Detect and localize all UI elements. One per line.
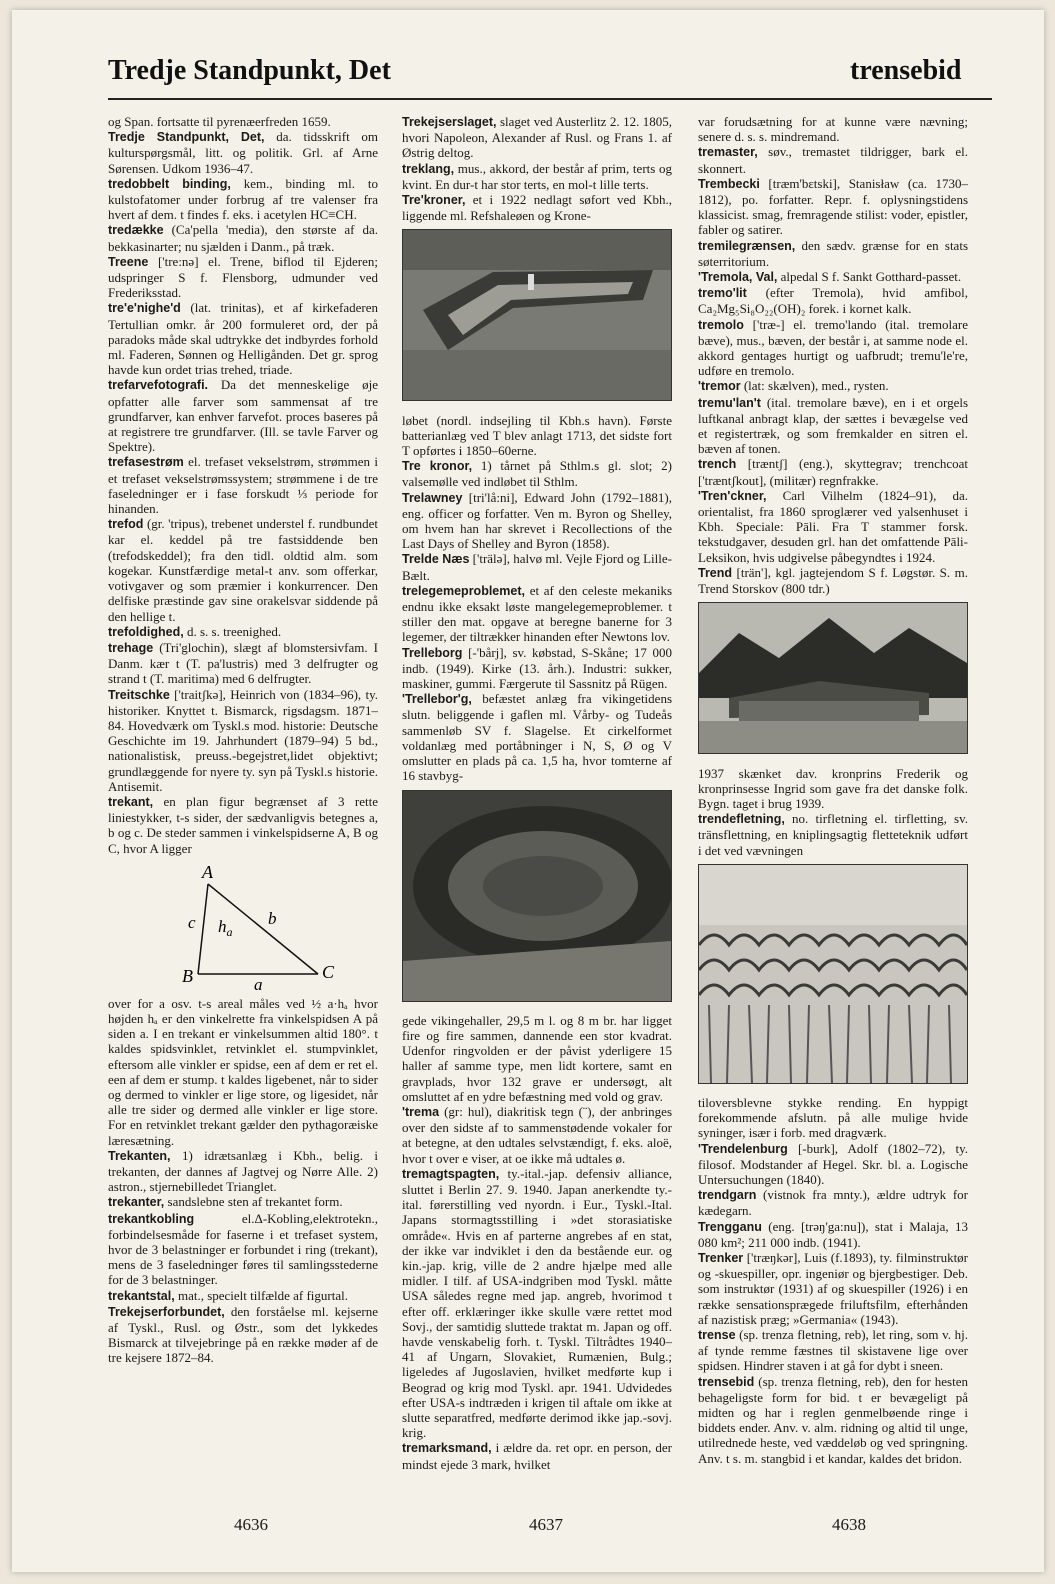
entry-headword: trensebid bbox=[698, 1374, 755, 1389]
entry-text: (sp. trenza fletning, reb), let ring, som v. hj. af tynde remme fæstnes til skistavene lige over spidsen. Hindrer staven i at gå for dybt i sneen. bbox=[698, 1326, 968, 1374]
photo-trelleborg bbox=[402, 790, 672, 1002]
entry-headword: trekantstal, bbox=[108, 1288, 175, 1303]
dictionary-entry bbox=[108, 794, 378, 856]
entry-text: ['traitʃkə], Heinrich von (1834–96), ty. historiker. Knyttet t. Bismarck, rigsdagsm. 1871–84. Hovedværk om Tyskl.s mod. historie: Deutsche Geschichte im 19. Jahrhundert (1879–94) 5 bd., nationalistisk, preuss.-begejstret,lidet objektivt; grundlæggende for nyere ty. syn på Tyskl.s historie. Antisemit. bbox=[108, 686, 378, 794]
entry-text: mus., akkord, der består af prim, terts og kvint. En dur-t har stor terts, en mol-t lille terts. bbox=[402, 160, 672, 192]
dictionary-entry bbox=[698, 1374, 968, 1466]
dictionary-entry bbox=[698, 285, 968, 316]
entry-text: ['tre:nə] el. Trene, biflod til Ejderen; udspringer S f. Flensborg, udmunder ved Frederiksstad. bbox=[108, 253, 378, 301]
entry-text: tiloversblevne stykke rending. En hyppigt forekommende afslutn. på alle mulige hvide syninger, især i forb. med dragværk. bbox=[698, 1094, 968, 1141]
vertex-C: C bbox=[322, 961, 335, 982]
entry-text: befæstet anlæg fra vikingetidens slutn. beliggende i gaflen ml. Vårby- og Tudeås sammenløb SV f. Slagelse. Et cirkelformet voldanlæg med portåbninger i N, S, Ø og V omslutter en plads på ca. 1,5 ha, hvor tomterne af 16 stavbyg- bbox=[402, 691, 672, 784]
entry-text: [tri'lå:ni], Edward John (1792–1881), eng. officer og forfatter. Ven m. Byron og Shelley, om hvem han har skrevet i Recollections of the Last Days of Shelley and Byron (1858). bbox=[402, 489, 672, 552]
dictionary-entry bbox=[698, 114, 968, 144]
entries-col2-a bbox=[402, 114, 672, 223]
entry-text: (gr. 'tripus), trebenet understel f. rundbundet kar el. keddel på tre fastsiddende ben (trefodskeddel); fra den tidl. oldtid alm. som kogekar. Kunstfærdige metal-t anv. som offerkar, votivgaver og som præmier i konkurrencer. Den delfiske præstinde gav sine orakelsvar siddende på den hellige t. bbox=[108, 516, 378, 624]
dictionary-entry bbox=[698, 395, 968, 457]
dictionary-entry bbox=[108, 454, 378, 516]
entry-headword: trekant, bbox=[108, 794, 154, 809]
entry-text: [-burk], Adolf (1802–72), ty. filosof. Modstander af Hegel. Skr. bl. a. Logische Untersuchungen (1840). bbox=[698, 1140, 968, 1187]
entry-headword: 'Trellebor'g, bbox=[402, 692, 472, 707]
photo-lace-weaving bbox=[698, 864, 968, 1084]
dictionary-entry bbox=[698, 317, 968, 379]
entry-text: 1937 skænket dav. kronprins Frederik og kronprinsesse Ingrid som gave fra det danske folk. Bygn. taget i brug 1939. bbox=[698, 765, 968, 811]
entry-headword: Trelde Næs bbox=[402, 552, 470, 567]
entry-text: over for a osv. t-s areal måles ved ½ a·hₐ hvor højden hₐ er den vinkelrette fra vinkelspidsen A på siden a. I en trekant er vinkelsummen altid 180°. t kaldes spidsvinklet, retvinklet el. stumpvinklet, eftersom alle vinkler er spidse, een af dem er ret el. een af dem er stump. t kaldes ligebenet, når to sider og dermed to vinkler er lige store, og ligesidet, når alle tre sider og dermed alle vinkler er lige store. For en retvinklet trekant gælder den pythagoræiske læresætning. bbox=[108, 995, 378, 1148]
entry-headword: trendgarn bbox=[698, 1188, 757, 1203]
entry-headword: trefoldighed, bbox=[108, 624, 184, 639]
entry-headword: tredække bbox=[108, 223, 164, 238]
entries-col3-a bbox=[698, 114, 968, 596]
entry-headword: Trekejserforbundet, bbox=[108, 1304, 225, 1319]
entry-headword: trefasestrøm bbox=[108, 455, 184, 470]
running-head-right: trensebid bbox=[850, 55, 962, 86]
entry-text: (Ca'pella 'media), den største af da. bekkasinarter; nu sjælden i Danm., på træk. bbox=[108, 222, 378, 254]
entry-text: en plan figur begrænset af 3 rette liniestykker, t-s sider, der sædvanligvis betegnes a, b og c. De steder sammen i vinkelspidserne A, B og C, hvor A ligger bbox=[108, 793, 378, 856]
dictionary-entry bbox=[402, 1166, 672, 1441]
entry-headword: tremarksmand, bbox=[402, 1441, 492, 1456]
entry-headword: 'tremor bbox=[698, 379, 741, 394]
entry-headword: trekanter, bbox=[108, 1195, 165, 1210]
entry-headword: tremu'lan't bbox=[698, 395, 761, 410]
dictionary-entry bbox=[108, 687, 378, 794]
dictionary-entry bbox=[402, 192, 672, 223]
column-3 bbox=[698, 114, 968, 1489]
dictionary-entry bbox=[698, 456, 968, 487]
dictionary-entry bbox=[108, 300, 378, 377]
entry-text: (vistnok fra mnty.), ældre udtryk for kædegarn. bbox=[698, 1187, 968, 1219]
entry-headword: treklang, bbox=[402, 161, 455, 176]
entry-text: el.Δ-Kobling,elektrotekn., forbindelsesmåde for faserne i et trefaset system, hvor de 3 belastninger er forbundet i ring (trekant), mens de 3 faseledninger føres til samlingsstederne for de 3 belastninger. bbox=[108, 1210, 378, 1288]
entry-headword: Treitschke bbox=[108, 687, 170, 702]
entry-headword: Tredje Standpunkt, Det, bbox=[108, 130, 265, 145]
entry-text: da. tidsskrift om kulturspørgsmål, litt. og politik. Grl. af Arne Sørensen. Udkom 1936–47. bbox=[108, 129, 378, 176]
dictionary-entry bbox=[402, 114, 672, 161]
dictionary-entry bbox=[698, 176, 968, 238]
entry-text: (eng. [trəŋ'ga:nu]), stat i Malaja, 13 080 km²; 211 000 indb. (1941). bbox=[698, 1218, 968, 1250]
dictionary-entry bbox=[108, 176, 378, 223]
dictionary-entry bbox=[698, 811, 968, 858]
entry-text: kem., binding ml. to kulstofatomer under forbrug af tre valenser fra hvert af dem. t findes f. eks. i acetylen HC≡CH. bbox=[108, 175, 378, 223]
entry-text: søv., tremastet tildrigger, bark el. skonnert. bbox=[698, 144, 968, 176]
dictionary-entry bbox=[108, 1194, 378, 1210]
entry-headword: Trekanten, bbox=[108, 1148, 171, 1163]
dictionary-entry bbox=[698, 144, 968, 175]
dictionary-entry bbox=[108, 1304, 378, 1366]
entry-text: ['træ-] el. tremo'lando (ital. tremolare bæve), mus., bæven, der består i, at samme node el. akkord gentages hurtigt og uafbrudt; tremu'le're, udføre en tremolo. bbox=[698, 316, 968, 379]
entries-col1-b bbox=[108, 996, 378, 1366]
dictionary-entry bbox=[108, 222, 378, 253]
entry-text: var forudsætning for at kunne være nævning; senere d. s. s. mindremand. bbox=[698, 114, 968, 145]
dictionary-entry bbox=[402, 490, 672, 552]
entry-headword: 'Tren'ckner, bbox=[698, 488, 767, 503]
triangle-figure bbox=[168, 862, 348, 992]
entries-col1-a bbox=[108, 114, 378, 856]
dictionary-entry bbox=[698, 1250, 968, 1327]
label-c: c bbox=[188, 912, 196, 932]
entry-headword: Trembecki bbox=[698, 176, 760, 191]
entry-headword: Tre'kroner, bbox=[402, 193, 466, 208]
dictionary-entry bbox=[698, 766, 968, 812]
entry-headword: trefarvefotografi. bbox=[108, 378, 209, 393]
entry-text: no. tirfletning el. tirfletting, sv. tränsflettning, en kniplingsagtig fletteteknik udført i det ved vævningen bbox=[698, 811, 968, 858]
page-number-middle: 4637 bbox=[529, 1515, 563, 1534]
entry-headword: Trekejserslaget, bbox=[402, 115, 497, 129]
entry-headword: 'Trendelenburg bbox=[698, 1141, 788, 1156]
entry-text: (gr: hul), diakritisk tegn (¨), der anbringes over den sidste af to sammenstødende vokaler for at betegne, at den udtales selvstændigt, f. eks. aloë, hvor t over e viser, at oe ikke må udtales ø. bbox=[402, 1103, 672, 1166]
dictionary-entry bbox=[108, 640, 378, 687]
dictionary-entry bbox=[402, 583, 672, 645]
dictionary-entry bbox=[402, 1104, 672, 1166]
dictionary-entry bbox=[698, 1219, 968, 1250]
header-rule bbox=[108, 98, 992, 100]
dictionary-entry bbox=[698, 1141, 968, 1188]
dictionary-entry bbox=[108, 996, 378, 1148]
entry-text: el. trefaset vekselstrøm, strømmen i et trefaset vekselstrømssystem; strømmene i de tre faseledninger er i fase forskudt ⅓ periode for hinanden. bbox=[108, 454, 378, 517]
dictionary-entry bbox=[698, 1187, 968, 1218]
entry-headword: Trenker bbox=[698, 1250, 744, 1265]
label-b: b bbox=[268, 908, 277, 928]
entry-text: i ældre da. ret opr. en person, der mindst ejede 3 mark, hvilket bbox=[402, 1440, 672, 1472]
running-head-left: Tredje Standpunkt, Det bbox=[108, 55, 391, 86]
entry-text: [trän'], kgl. jagtejendom S f. Løgstør. S. m. Trend Storskov (800 tdr.) bbox=[698, 564, 968, 597]
entry-headword: tredobbelt binding, bbox=[108, 176, 231, 191]
entry-text: sandslebne sten af trekantet form. bbox=[167, 1194, 343, 1210]
entry-text: 1) idrætsanlæg i Kbh., belig. i trekanten, der dannes af Jagtvej og Nørre Alle. 2) astron., stjernebilledet Trianglet. bbox=[108, 1147, 378, 1195]
dictionary-entry bbox=[698, 565, 968, 596]
dictionary-entry bbox=[108, 114, 378, 129]
entries-col2-b bbox=[402, 413, 672, 784]
entry-headword: trelegemeproblemet, bbox=[402, 583, 525, 598]
entry-headword: trench bbox=[698, 457, 737, 472]
column-1 bbox=[108, 114, 378, 1489]
entry-headword: trekantkobling bbox=[108, 1211, 195, 1226]
entry-headword: Trengganu bbox=[698, 1219, 762, 1234]
entry-text: mat., specielt tilfælde af figurtal. bbox=[177, 1287, 348, 1303]
entry-headword: Trelleborg bbox=[402, 645, 463, 660]
dictionary-entry bbox=[698, 378, 968, 394]
entry-text: (efter Tremola), hvid amfibol, Ca₂Mg₅Si₈O₂₂(OH)₂ forek. i kornet kalk. bbox=[698, 285, 968, 317]
entry-headword: Trelawney bbox=[402, 490, 463, 505]
entry-headword: Treene bbox=[108, 254, 149, 269]
dictionary-entry bbox=[402, 1013, 672, 1104]
entry-headword: 'trema bbox=[402, 1104, 440, 1119]
entries-col2-c bbox=[402, 1013, 672, 1472]
dictionary-entry bbox=[108, 624, 378, 640]
entry-text: ty.-ital.-jap. defensiv alliance, sluttet i Berlin 27. 9. 1940. Japan anerkendte ty.-ital. førerstilling ved nyordn. i Eur., Tyskl.-Ital. Japans stormagtsstilling i »det storasiatiske område«. Hvis en af parterne angrebes af en stat, der ikke var indviklet i den da bestående eur. og kin.-jap. krig, ville de 2 andre hjælpe med alle midler. I tilf. af USA-indgriben mod Tyskl. måtte USA således regne med jap. angreb, hvorimod t efter off. erklæringer ikke skulle være rettet mod Sovj., der samtidig sluttede traktat m. Japan og off. havde venskabelig forh. t. Tyskl. Tiltrådtes 1940–41 af Ungarn, Slovakiet, Rumænien, Bulg.; ligeledes af Jugoslavien, hvilket medførte kup i Beograd og krig mod Tyskl. apr. 1941. Udvidedes efter USA-s indtræden i krigen til aftale om ikke at slutte separatfred, medførte derimod ikke jap.-sovj. krig. bbox=[402, 1165, 672, 1441]
label-h: $h_a$ bbox=[218, 916, 233, 939]
side-c bbox=[198, 884, 208, 974]
entry-text: 1) tårnet på Sthlm.s gl. slot; 2) valsemølle ved indløbet til Sthlm. bbox=[402, 458, 672, 490]
entry-text: (lat. trinitas), et af kirkefaderen Tertullian omkr. år 200 formuleret ord, der på paradoks måde skal udtrykke det indbyrdes forhold ml. Faderen, Sønnen og Helligånden. Det gr. sprog havde kun ordet trias trehed, triade. bbox=[108, 300, 378, 378]
entry-text: [træntʃ] (eng.), skyttegrav; trenchcoat ['træntʃkout], (militær) regnfrakke. bbox=[698, 456, 968, 488]
entries-col3-b bbox=[698, 766, 968, 858]
entry-headword: Trend bbox=[698, 565, 733, 580]
entry-text: ['træŋkər], Luis (f.1893), ty. filminstruktør og -skuespiller, opr. ingeniør og bjergbestiger. Deb. som instruktør (1931) af og skuespiller (1926) i en række sensationsprægede friluftsfilm, efterhånden af nazistisk præg; »Germania« (1943). bbox=[698, 1249, 968, 1327]
entry-text: løbet (nordl. indsejling til Kbh.s havn). Første batterianlæg ved T blev anlagt 1713, det sidste fort T opførtes i 1850–60erne. bbox=[402, 412, 672, 459]
entry-text: og Span. fortsatte til pyrenæerfreden 1659. bbox=[108, 114, 331, 129]
entry-headword: 'Tremola, Val, bbox=[698, 270, 778, 285]
entry-text: (Tri'glochin), slægt af blomstersivfam. I Danm. kær t (T. pa'lustris) med 3 delfrugter og strand t (T. maritima) med 6 delfrugter. bbox=[108, 639, 378, 687]
photo-trekroner-fort bbox=[402, 229, 672, 401]
dictionary-entry bbox=[698, 269, 968, 285]
entry-headword: tremo'lit bbox=[698, 286, 747, 301]
entry-headword: tre'e'nighe'd bbox=[108, 301, 181, 316]
entry-text: et af den celeste mekaniks endnu ikke eksakt løste mangelegemeproblemer. t stiller den mat. opgave at beregne banerne for 3 legemer, der tiltrækker hinanden efter Newtons lov. bbox=[402, 582, 672, 645]
dictionary-entry bbox=[108, 254, 378, 301]
page-number-left: 4636 bbox=[234, 1515, 268, 1534]
dictionary-entry bbox=[402, 161, 672, 192]
page bbox=[12, 10, 1044, 1572]
entry-text: (sp. trenza fletning, reb), den for hesten behageligste form for bid. t er bevægeligt på midten og har i reglen genmelbøende ringe i biddets ender. Anv. v. alm. ridning og altid til unge, utilrednede heste, ved væddeløb og ved springning. Anv. t s. m. stangbid i et kandar, kaldes det bridon. bbox=[698, 1373, 968, 1466]
entry-text: den forståelse ml. kejserne af Tyskl., Rusl. og Østr., som det lykkedes Bismarck at tilvejebringe på en række møder af de tre kejsere 1872–84. bbox=[108, 1303, 378, 1366]
entry-text: gede vikingehaller, 29,5 m l. og 8 m br. har ligget fire og fire sammen, dannende een stor kvadrat. Udenfor ringvolden er der påvist yderligere 15 haller af samme type, men lidt kortere, samt en gravplads, hvor 132 grave er undersøgt, alt omsluttet af en ydre befæstning med vold og grav. bbox=[402, 1012, 672, 1104]
dictionary-entry bbox=[108, 377, 378, 454]
dictionary-entry bbox=[108, 1288, 378, 1304]
entry-headword: Tre kronor, bbox=[402, 459, 473, 474]
dictionary-entry bbox=[402, 691, 672, 783]
page-number-right: 4638 bbox=[832, 1515, 866, 1534]
entry-text: alpedal S f. Sankt Gotthard-passet. bbox=[780, 269, 962, 285]
vertex-B: B bbox=[182, 965, 193, 986]
photo-trend-house bbox=[698, 602, 968, 754]
entry-text: Da det menneskelige øje opfatter alle farver som sammensat af tre grundfarver, kan enhver farvefot. proces baseres på at registrere tre grundfarver. (Ill. se tavle Farver og Spektre). bbox=[108, 377, 378, 455]
dictionary-entry bbox=[108, 1148, 378, 1195]
vertex-A: A bbox=[202, 861, 213, 882]
entry-headword: tremilegrænsen, bbox=[698, 238, 796, 253]
entry-text: ['trälə], halvø ml. Vejle Fjord og Lille-Bælt. bbox=[402, 551, 672, 583]
dictionary-entry bbox=[402, 1440, 672, 1471]
entry-headword: tremagtspagten, bbox=[402, 1166, 500, 1181]
dictionary-entry bbox=[698, 1095, 968, 1141]
entry-text: den sædv. grænse for en stats søterritorium. bbox=[698, 237, 968, 269]
entry-headword: trense bbox=[698, 1327, 736, 1342]
dictionary-entry bbox=[698, 1327, 968, 1374]
label-a: a bbox=[254, 974, 263, 992]
dictionary-entry bbox=[108, 1211, 378, 1288]
dictionary-entry bbox=[698, 488, 968, 565]
dictionary-entry bbox=[108, 129, 378, 176]
entry-text: (ital. tremolare bæve), en i et orgels luftkanal anbragt klap, der sættes i bevægelse ved et registertræk, og som fremkalder en sitren el. bæven af tonen. bbox=[698, 394, 968, 457]
dictionary-entry bbox=[402, 458, 672, 489]
column-2 bbox=[402, 114, 672, 1489]
dictionary-entry bbox=[108, 516, 378, 623]
entry-text: (lat: skælven), med., rysten. bbox=[743, 378, 889, 394]
entry-text: et i 1922 nedlagt søfort ved Kbh., liggende ml. Refshaleøen og Krone- bbox=[402, 192, 672, 224]
dictionary-entry bbox=[402, 551, 672, 582]
entry-text: [træm'bɛtski], Stanisław (ca. 1730–1812), po. forfatter. Repr. f. oplysningstidens klassicist. smag, fremragende stilist: voder, epistler, fabler og satirer. bbox=[698, 175, 968, 238]
dictionary-entry bbox=[402, 413, 672, 459]
entries-col3-c bbox=[698, 1095, 968, 1466]
entry-text: Carl Vilhelm (1824–91), da. orientalist, fra 1860 sproglærer ved yalsenhuset i Kbh. Speciale: Pāli. Fra T stammer forsk. tekstudgaver, desuden grl. han det omfattende Pāli-Leksikon, hvis udgivelse påbegyndtes i 1924. bbox=[698, 487, 968, 565]
dictionary-entry bbox=[402, 645, 672, 692]
entry-headword: tremaster, bbox=[698, 145, 758, 160]
entry-headword: trehage bbox=[108, 640, 154, 655]
entry-headword: trefod bbox=[108, 517, 144, 532]
entry-text: d. s. s. treenighed. bbox=[186, 623, 282, 639]
entry-text: [-'bårj], sv. købstad, S-Skåne; 17 000 indb. (1949). Kirke (13. årh.). Industri: sukker, maskiner, gummi. Færgerute til Sassnitz på Rügen. bbox=[402, 644, 672, 692]
entry-text: slaget ved Austerlitz 2. 12. 1805, hvori Napoleon, Alexander af Rusl. og Frans 1. af Østrig deltog. bbox=[402, 114, 672, 161]
dictionary-entry bbox=[698, 238, 968, 269]
entry-headword: tremolo bbox=[698, 317, 744, 332]
entry-headword: trendefletning, bbox=[698, 812, 785, 827]
